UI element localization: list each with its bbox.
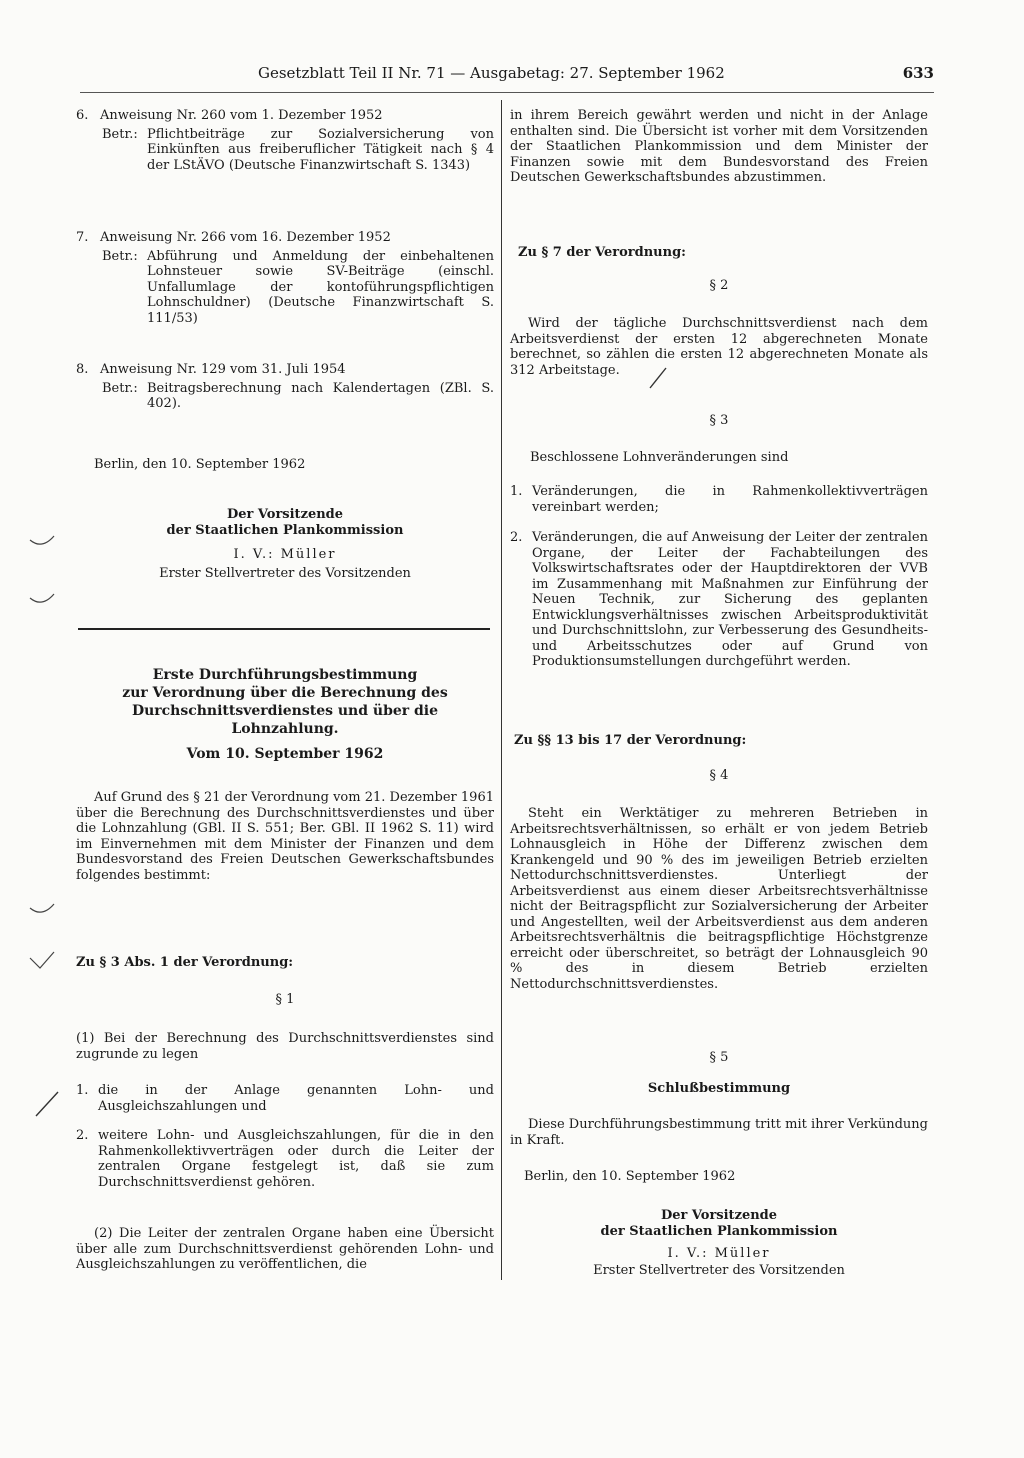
enum-text: Veränderungen, die in Rahmenkollektivverträgen vereinbart werden; bbox=[532, 484, 928, 515]
enum-text: Veränderungen, die auf Anweisung der Leiter der zentralen Organe, der Leiter der Fachabteilungen des Volkswirtschaftsrates oder der Hauptdirektoren der VVB im Zusammenhang mit Maßnahmen zur Einführung der Neuen Technik, zur Sicherung des geplanten Entwicklungsverhältnisses zwischen Arbeitsproduktivität und Durchschnittslohn, zur Verbesserung des Gesundheits- und Arbeitsschutzes oder auf Grund von Produktionsumstellungen durchgeführt werden. bbox=[532, 530, 928, 669]
betr-text: Beitragsberechnung nach Kalendertagen (ZBl. S. 402). bbox=[147, 380, 494, 411]
signature-block bbox=[510, 1208, 928, 1278]
header-title: Gesetzblatt Teil II Nr. 71 — Ausgabetag: 27. September 1962 bbox=[258, 64, 725, 82]
margin-slash-mark bbox=[646, 364, 670, 392]
list-item bbox=[76, 230, 494, 326]
page-number: 633 bbox=[902, 64, 934, 82]
title-line3: Durchschnittsverdienstes und über die Lohnzahlung. bbox=[131, 703, 439, 737]
title-line1: Erste Durchführungsbestimmung bbox=[152, 667, 418, 683]
signature-line2: der Staatlichen Plankommission bbox=[166, 522, 404, 538]
signature-name: I. V.: Müller bbox=[667, 1246, 771, 1261]
betr-text: Abführung und Anmeldung der einbehaltenen Lohnsteuer sowie SV-Beiträge (einschl. Unfallumlage der kontoführungspflichtigen Lohnschuldner) (Deutsche Finanzwirtschaft S. 111/53) bbox=[147, 248, 494, 326]
list-item bbox=[76, 362, 494, 412]
paragraph-heading: § 3 bbox=[709, 413, 729, 428]
paragraph-heading: § 5 bbox=[709, 1050, 729, 1065]
enumeration bbox=[76, 1083, 494, 1190]
margin-slash-mark bbox=[32, 1088, 62, 1120]
header-rule bbox=[80, 92, 934, 93]
margin-check-mark bbox=[28, 950, 58, 974]
item-number: 6. bbox=[76, 108, 89, 123]
column-divider bbox=[501, 100, 502, 1280]
list-item bbox=[76, 108, 494, 173]
section-reference: Zu §§ 13 bis 17 der Verordnung: bbox=[514, 733, 747, 748]
enum-number: 2. bbox=[76, 1128, 89, 1143]
margin-check-mark bbox=[28, 530, 58, 550]
section-reference: Zu § 7 der Verordnung: bbox=[518, 245, 686, 260]
paragraph-heading: § 4 bbox=[709, 768, 729, 783]
item-title: Anweisung Nr. 266 vom 16. Dezember 1952 bbox=[100, 230, 391, 245]
title-line2: zur Verordnung über die Berechnung des bbox=[122, 685, 448, 701]
enum-text: die in der Anlage genannten Lohn- und Ausgleichszahlungen und bbox=[98, 1083, 494, 1114]
signature-line1: Der Vorsitzende bbox=[226, 507, 344, 522]
paragraph-text: Steht ein Werktätiger zu mehreren Betrieben in Arbeitsrechtsverhältnissen, so erhält er von jedem Betrieb Lohnausgleich in Höhe der Differenz zwischen dem Krankengeld und 90 % des im jeweiligen Betrieb erzielten Nettodurchschnittsverdienstes. Unterliegt der Arbeitsverdienst aus einem dieser Arbeitsrechtsverhältnisse nicht der Beitragspflicht zur Sozialversicherung der Arbeiter und Angestellten, weil der Arbeitsverdienst aus dem anderen Arbeitsrechtsverhältnis die beitragspflichtige Höchstgrenze erreicht oder überschreitet, so beträgt der Lohnausgleich 90 % des in diesem Betrieb erzielten Nettodurchschnittsverdienstes. bbox=[510, 806, 928, 992]
paragraph-heading: § 2 bbox=[709, 278, 729, 293]
place-date: Berlin, den 10. September 1962 bbox=[94, 457, 306, 472]
paragraph-text: (2) Die Leiter der zentralen Organe haben eine Übersicht über alle zum Durchschnittsverdienst gehörenden Lohn- und Ausgleichszahlungen zu veröffentlichen, die bbox=[76, 1226, 494, 1272]
signature-name: I. V.: Müller bbox=[233, 547, 337, 562]
betr-label: Betr.: bbox=[102, 248, 138, 264]
preamble: Auf Grund des § 21 der Verordnung vom 21. Dezember 1961 über die Berechnung des Durchschnittsverdienstes und über die Lohnzahlung (GBl. II S. 551; Ber. GBl. II 1962 S. 11) wird im Einvernehmen mit dem Minister der Finanzen und dem Bundesvorstand des Freien Deutschen Gewerkschaftsbundes folgendes bestimmt: bbox=[76, 790, 494, 883]
paragraph-heading: § 1 bbox=[275, 992, 295, 1007]
section-reference: Zu § 3 Abs. 1 der Verordnung: bbox=[76, 955, 294, 970]
signature-line1: Der Vorsitzende bbox=[660, 1208, 778, 1223]
signature-line2: der Staatlichen Plankommission bbox=[600, 1223, 838, 1239]
betr-label: Betr.: bbox=[102, 380, 138, 396]
enum-text: weitere Lohn- und Ausgleichszahlungen, für die in den Rahmenkollektivverträgen oder durch die Leiter der zentralen Organe festgelegt ist, daß sie zum Durchschnittsverdienst gehören. bbox=[98, 1128, 494, 1190]
enum-number: 1. bbox=[76, 1083, 89, 1098]
paragraph-text: (1) Bei der Berechnung des Durchschnittsverdienstes sind zugrunde zu legen bbox=[76, 1031, 494, 1062]
betr-text: Pflichtbeiträge zur Sozialversicherung von Einkünften aus freiberuflicher Tätigkeit nach § 4 der LStÄVO (Deutsche Finanzwirtschaft S. 1343) bbox=[147, 126, 494, 173]
signature-role: Erster Stellvertreter des Vorsitzenden bbox=[593, 1262, 845, 1278]
signature-block bbox=[76, 507, 494, 581]
paragraph-text: Beschlossene Lohnveränderungen sind bbox=[530, 450, 789, 465]
place-date: Berlin, den 10. September 1962 bbox=[524, 1169, 736, 1184]
paragraph-text: Diese Durchführungsbestimmung tritt mit ihrer Verkündung in Kraft. bbox=[510, 1117, 928, 1148]
paragraph-text: Wird der tägliche Durchschnittsverdienst nach dem Arbeitsverdienst der ersten 12 abgerechneten Monate berechnet, so zählen die ersten 12 abgerechneten Monate als 312 Arbeitstage. bbox=[510, 316, 928, 378]
margin-check-mark bbox=[28, 898, 58, 918]
enum-number: 1. bbox=[510, 484, 523, 499]
enumeration bbox=[510, 484, 928, 670]
item-title: Anweisung Nr. 129 vom 31. Juli 1954 bbox=[100, 362, 346, 377]
margin-check-mark bbox=[28, 588, 58, 608]
betr-label: Betr.: bbox=[102, 126, 138, 142]
enum-number: 2. bbox=[510, 530, 523, 545]
item-title: Anweisung Nr. 260 vom 1. Dezember 1952 bbox=[100, 108, 383, 123]
item-number: 8. bbox=[76, 362, 89, 377]
section-rule bbox=[78, 628, 490, 630]
date-line: Vom 10. September 1962 bbox=[186, 746, 384, 762]
signature-role: Erster Stellvertreter des Vorsitzenden bbox=[159, 565, 411, 581]
item-number: 7. bbox=[76, 230, 89, 245]
paragraph-text: in ihrem Bereich gewährt werden und nicht in der Anlage enthalten sind. Die Übersicht ist vorher mit dem Vorsitzenden der Staatlichen Plankommission und dem Minister der Finanzen sowie mit dem Bundesvorstand des Freien Deutschen Gewerkschaftsbundes abzustimmen. bbox=[510, 108, 928, 185]
document-title bbox=[76, 666, 494, 738]
paragraph-title: Schlußbestimmung bbox=[647, 1081, 791, 1096]
